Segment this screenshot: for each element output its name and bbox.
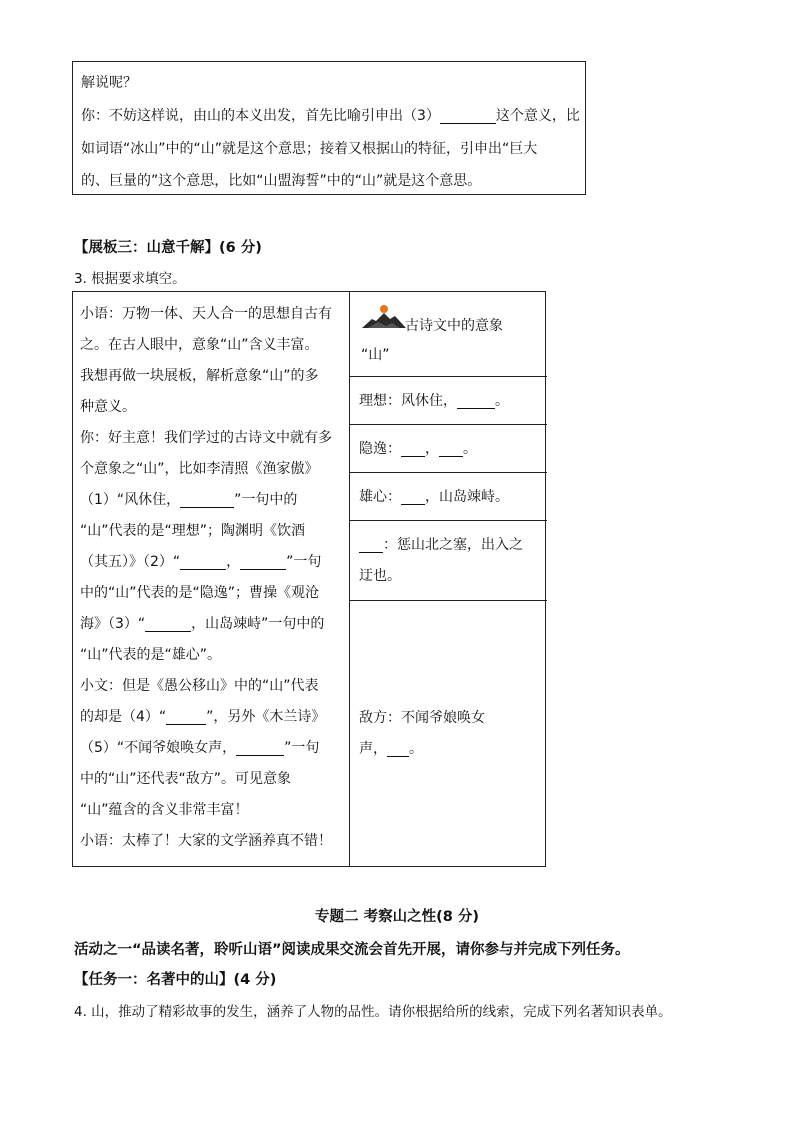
dialog-text: ，山岛竦峙”一句中的	[191, 616, 325, 632]
imagery-table	[72, 291, 546, 867]
box-line-1: 解说呢？	[81, 75, 137, 91]
row-end: 。	[409, 741, 423, 757]
dialog-line	[80, 709, 325, 725]
header-title: 古诗文中的意象	[405, 318, 503, 334]
dialog-line: “山”代表的是“雄心”。	[80, 647, 222, 663]
dialog-text: ”一句中的	[234, 492, 298, 508]
dialog-line	[80, 554, 321, 570]
dialog-line: 中的“山”还代表“敌方”。可见意象	[80, 771, 292, 787]
question-3: 3. 根据要求填空。	[74, 271, 186, 287]
row-divider	[349, 472, 547, 473]
row-end: ，山岛竦峙。	[425, 489, 509, 505]
answer-blank-4[interactable]	[166, 710, 206, 725]
row-divider	[349, 376, 547, 377]
row-seclusion	[359, 441, 477, 457]
row-label: 雄心：	[359, 489, 401, 505]
answer-blank[interactable]	[439, 442, 463, 457]
row-enemy-2	[359, 741, 423, 757]
dialog-line: “山”代表的是“理想”；陶渊明《饮酒	[80, 523, 306, 539]
dialog-line: 个意象之“山”，比如李清照《渔家傲》	[80, 461, 319, 477]
row-obstacle-2: 迂也。	[359, 568, 401, 584]
dialog-text: 海》（3）“	[80, 616, 146, 632]
question-4: 4. 山，推动了精彩故事的发生，涵养了人物的品性。请你根据给所的线索，完成下列名著知识表单。	[74, 1004, 672, 1020]
answer-blank[interactable]	[401, 490, 425, 505]
box-line-2-text: 你：不妨这样说，由山的本义出发，首先比喻引申出（3）	[81, 108, 440, 124]
box-line-2	[81, 108, 580, 124]
mountain-sun-icon	[362, 302, 406, 330]
answer-blank[interactable]	[359, 538, 383, 553]
answer-blank-1[interactable]	[180, 493, 234, 508]
dialog-line: 小语：万物一体、天人合一的思想自古有	[80, 306, 332, 322]
dialog-line	[80, 740, 319, 756]
dialog-text: ”，另外《木兰诗》	[206, 709, 326, 725]
row-enemy: 敌方：不闻爷娘唤女	[359, 710, 485, 726]
answer-blank-2b[interactable]	[240, 555, 286, 570]
box-line-3: 如词语“冰山”中的“山”就是这个意思；接着又根据山的特征，引申出“巨大	[81, 141, 538, 157]
dialog-text: ”一句	[286, 554, 322, 570]
topic2-title: 专题二 考察山之性(8 分)	[315, 909, 479, 925]
table-divider	[349, 292, 350, 866]
activity-intro: 活动之一“品读名著，聆听山语”阅读成果交流会首先开展，请你参与并完成下列任务。	[74, 942, 630, 958]
section3-title: 【展板三：山意千解】(6 分)	[74, 240, 262, 256]
explanation-box	[72, 61, 586, 195]
row-end: 。	[495, 393, 509, 409]
row-ambition	[359, 489, 509, 505]
dialog-line	[80, 616, 324, 632]
row-obstacle	[359, 537, 523, 553]
dialog-text: （其五）》（2）“	[80, 554, 181, 570]
box-line-2-tail: 这个意义，比	[495, 108, 580, 124]
header-title-2: “山”	[361, 347, 390, 363]
row-label: 隐逸：	[359, 441, 401, 457]
answer-blank-2a[interactable]	[180, 555, 226, 570]
row-mid: ，	[425, 441, 439, 457]
dialog-line: 我想再做一块展板，解析意象“山”的多	[80, 368, 319, 384]
dialog-line: “山”蕴含的含义非常丰富！	[80, 802, 249, 818]
answer-blank[interactable]	[387, 742, 409, 757]
dialog-text: （5）“不闻爷娘唤女声，	[80, 740, 237, 756]
answer-blank-5[interactable]	[236, 741, 284, 756]
task1-title: 【任务一：名著中的山】(4 分)	[74, 972, 277, 988]
dialog-text: 的却是（4）“	[80, 709, 167, 725]
row-divider	[349, 424, 547, 425]
answer-blank[interactable]	[401, 442, 425, 457]
row-text: ：惩山北之塞，出入之	[383, 537, 523, 553]
row-text: 声，	[359, 741, 387, 757]
box-line-4: 的、巨量的”这个意思，比如“山盟海誓”中的“山”就是这个意思。	[81, 173, 482, 189]
row-divider	[349, 600, 547, 601]
dialog-line: 种意义。	[80, 399, 136, 415]
answer-blank-3[interactable]	[145, 617, 191, 632]
row-divider	[349, 520, 547, 521]
answer-blank[interactable]	[457, 394, 495, 409]
answer-blank-3[interactable]	[440, 109, 496, 124]
dialog-line: 之。在古人眼中，意象“山”含义丰富。	[80, 337, 319, 353]
row-end: 。	[463, 441, 477, 457]
dialog-line: 中的“山”代表的是“隐逸”；曹操《观沧	[80, 585, 320, 601]
dialog-line: 小文：但是《愚公移山》中的“山”代表	[80, 678, 319, 694]
dialog-text: （1）“风休住，	[80, 492, 181, 508]
dialog-text: ，	[226, 554, 241, 570]
dialog-line	[80, 492, 297, 508]
dialog-text: ”一句	[284, 740, 320, 756]
row-ideal	[359, 393, 509, 409]
dialog-line: 小语：太棒了！大家的文学涵养真不错！	[80, 833, 332, 849]
dialog-line: 你：好主意！我们学过的古诗文中就有多	[80, 430, 332, 446]
row-label: 理想：风休住，	[359, 393, 457, 409]
